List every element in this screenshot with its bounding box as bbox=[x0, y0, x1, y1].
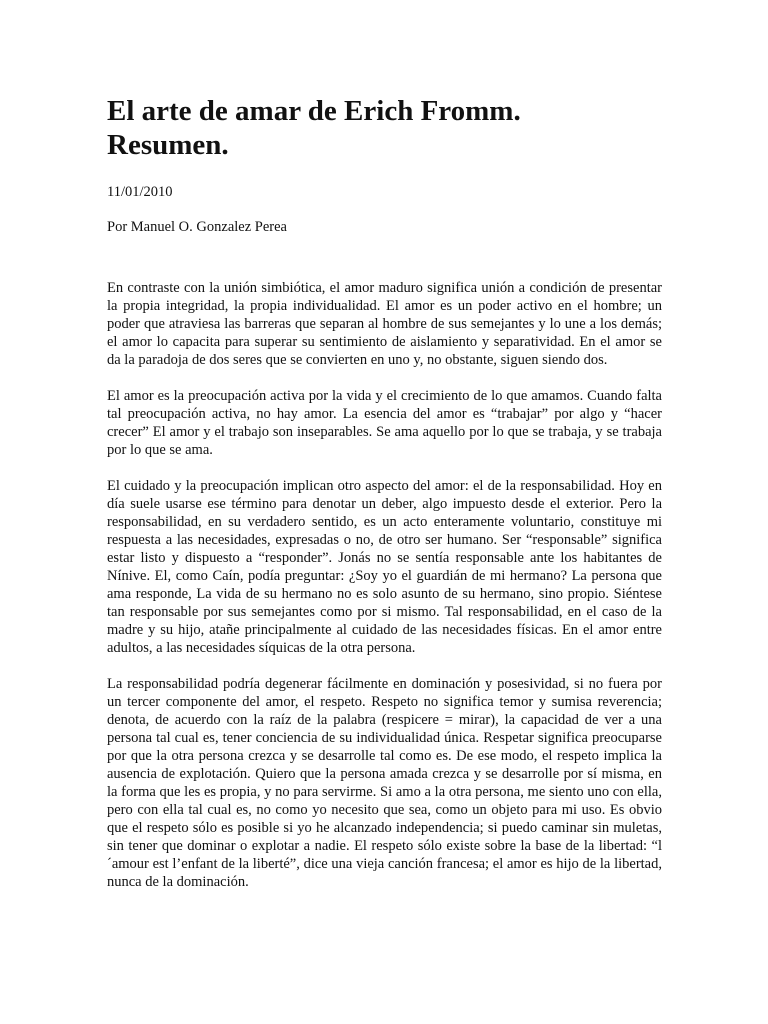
body-paragraph: El amor es la preocupación activa por la vida y el crecimiento de lo que amamos. Cuando falta tal preocupación activa, no hay amor. La esencia del amor es “trabajar” por algo y “hacer crecer” El amor y el trabajo son inseparables. Se ama aquello por lo que se trabaja, y se trabaja por lo que se ama. bbox=[107, 388, 662, 458]
title-line: El arte de amar de Erich Fromm. bbox=[107, 95, 521, 127]
document-title bbox=[107, 94, 662, 162]
body-paragraph: El cuidado y la preocupación implican otro aspecto del amor: el de la responsabilidad. Hoy en día suele usarse ese término para denotar un deber, algo impuesto desde el exterior. Pero la responsabilidad, en su verdadero sentido, es un acto enteramente voluntario, constituye mi respuesta a las necesidades, expresadas o no, de otro ser humano. Ser “responsable” significa estar listo y dispuesto a “responder”. Jonás no se sentía responsable ante los habitantes de Nínive. El, como Caín, podía preguntar: ¿Soy yo el guardián de mi hermano? La persona que ama responde, La vida de su hermano no es solo asunto de su hermano, sino propio. Siéntese tan responsable por sus semejantes como por si mismo. Tal responsabilidad, en el caso de la madre y su hijo, atañe principalmente al cuidado de las necesidades físicas. En el amor entre adultos, a las necesidades síquicas de la otra persona. bbox=[107, 478, 662, 656]
title-line: Resumen. bbox=[107, 129, 229, 161]
document-body bbox=[107, 279, 662, 891]
publication-date: 11/01/2010 bbox=[107, 184, 173, 200]
body-paragraph: La responsabilidad podría degenerar fácilmente en dominación y posesividad, si no fuera por un tercer componente del amor, el respeto. Respeto no significa temor y sumisa reverencia; denota, de acuerdo con la raíz de la palabra (respicere = mirar), la capacidad de ver a una persona tal cual es, tener conciencia de su individualidad única. Respetar significa preocuparse por que la otra persona crezca y se desarrolle tal como es. De ese modo, el respeto implica la ausencia de explotación. Quiero que la persona amada crezca y se desarrolle por sí misma, en la forma que les es propia, y no para servirme. Si amo a la otra persona, me siento uno con ella, pero con ella tal cual es, no como yo necesito que sea, como un objeto para mi uso. Es obvio que el respeto sólo es posible si yo he alcanzado independencia; si puedo caminar sin muletas, sin tener que dominar o explotar a nadie. El respeto sólo existe sobre la base de la libertad: “l´amour est l’enfant de la liberté”, dice una vieja canción francesa; el amor es hijo de la libertad, nunca de la dominación. bbox=[107, 676, 662, 890]
body-paragraph: En contraste con la unión simbiótica, el amor maduro significa unión a condición de presentar la propia integridad, la propia individualidad. El amor es un poder activo en el hombre; un poder que atraviesa las barreras que separan al hombre de sus semejantes y lo une a los demás; el amor lo capacita para superar su sentimiento de aislamiento y separatividad. En el amor se da la paradoja de dos seres que se convierten en uno y, no obstante, siguen siendo dos. bbox=[107, 280, 662, 368]
author-byline: Por Manuel O. Gonzalez Perea bbox=[107, 219, 287, 235]
